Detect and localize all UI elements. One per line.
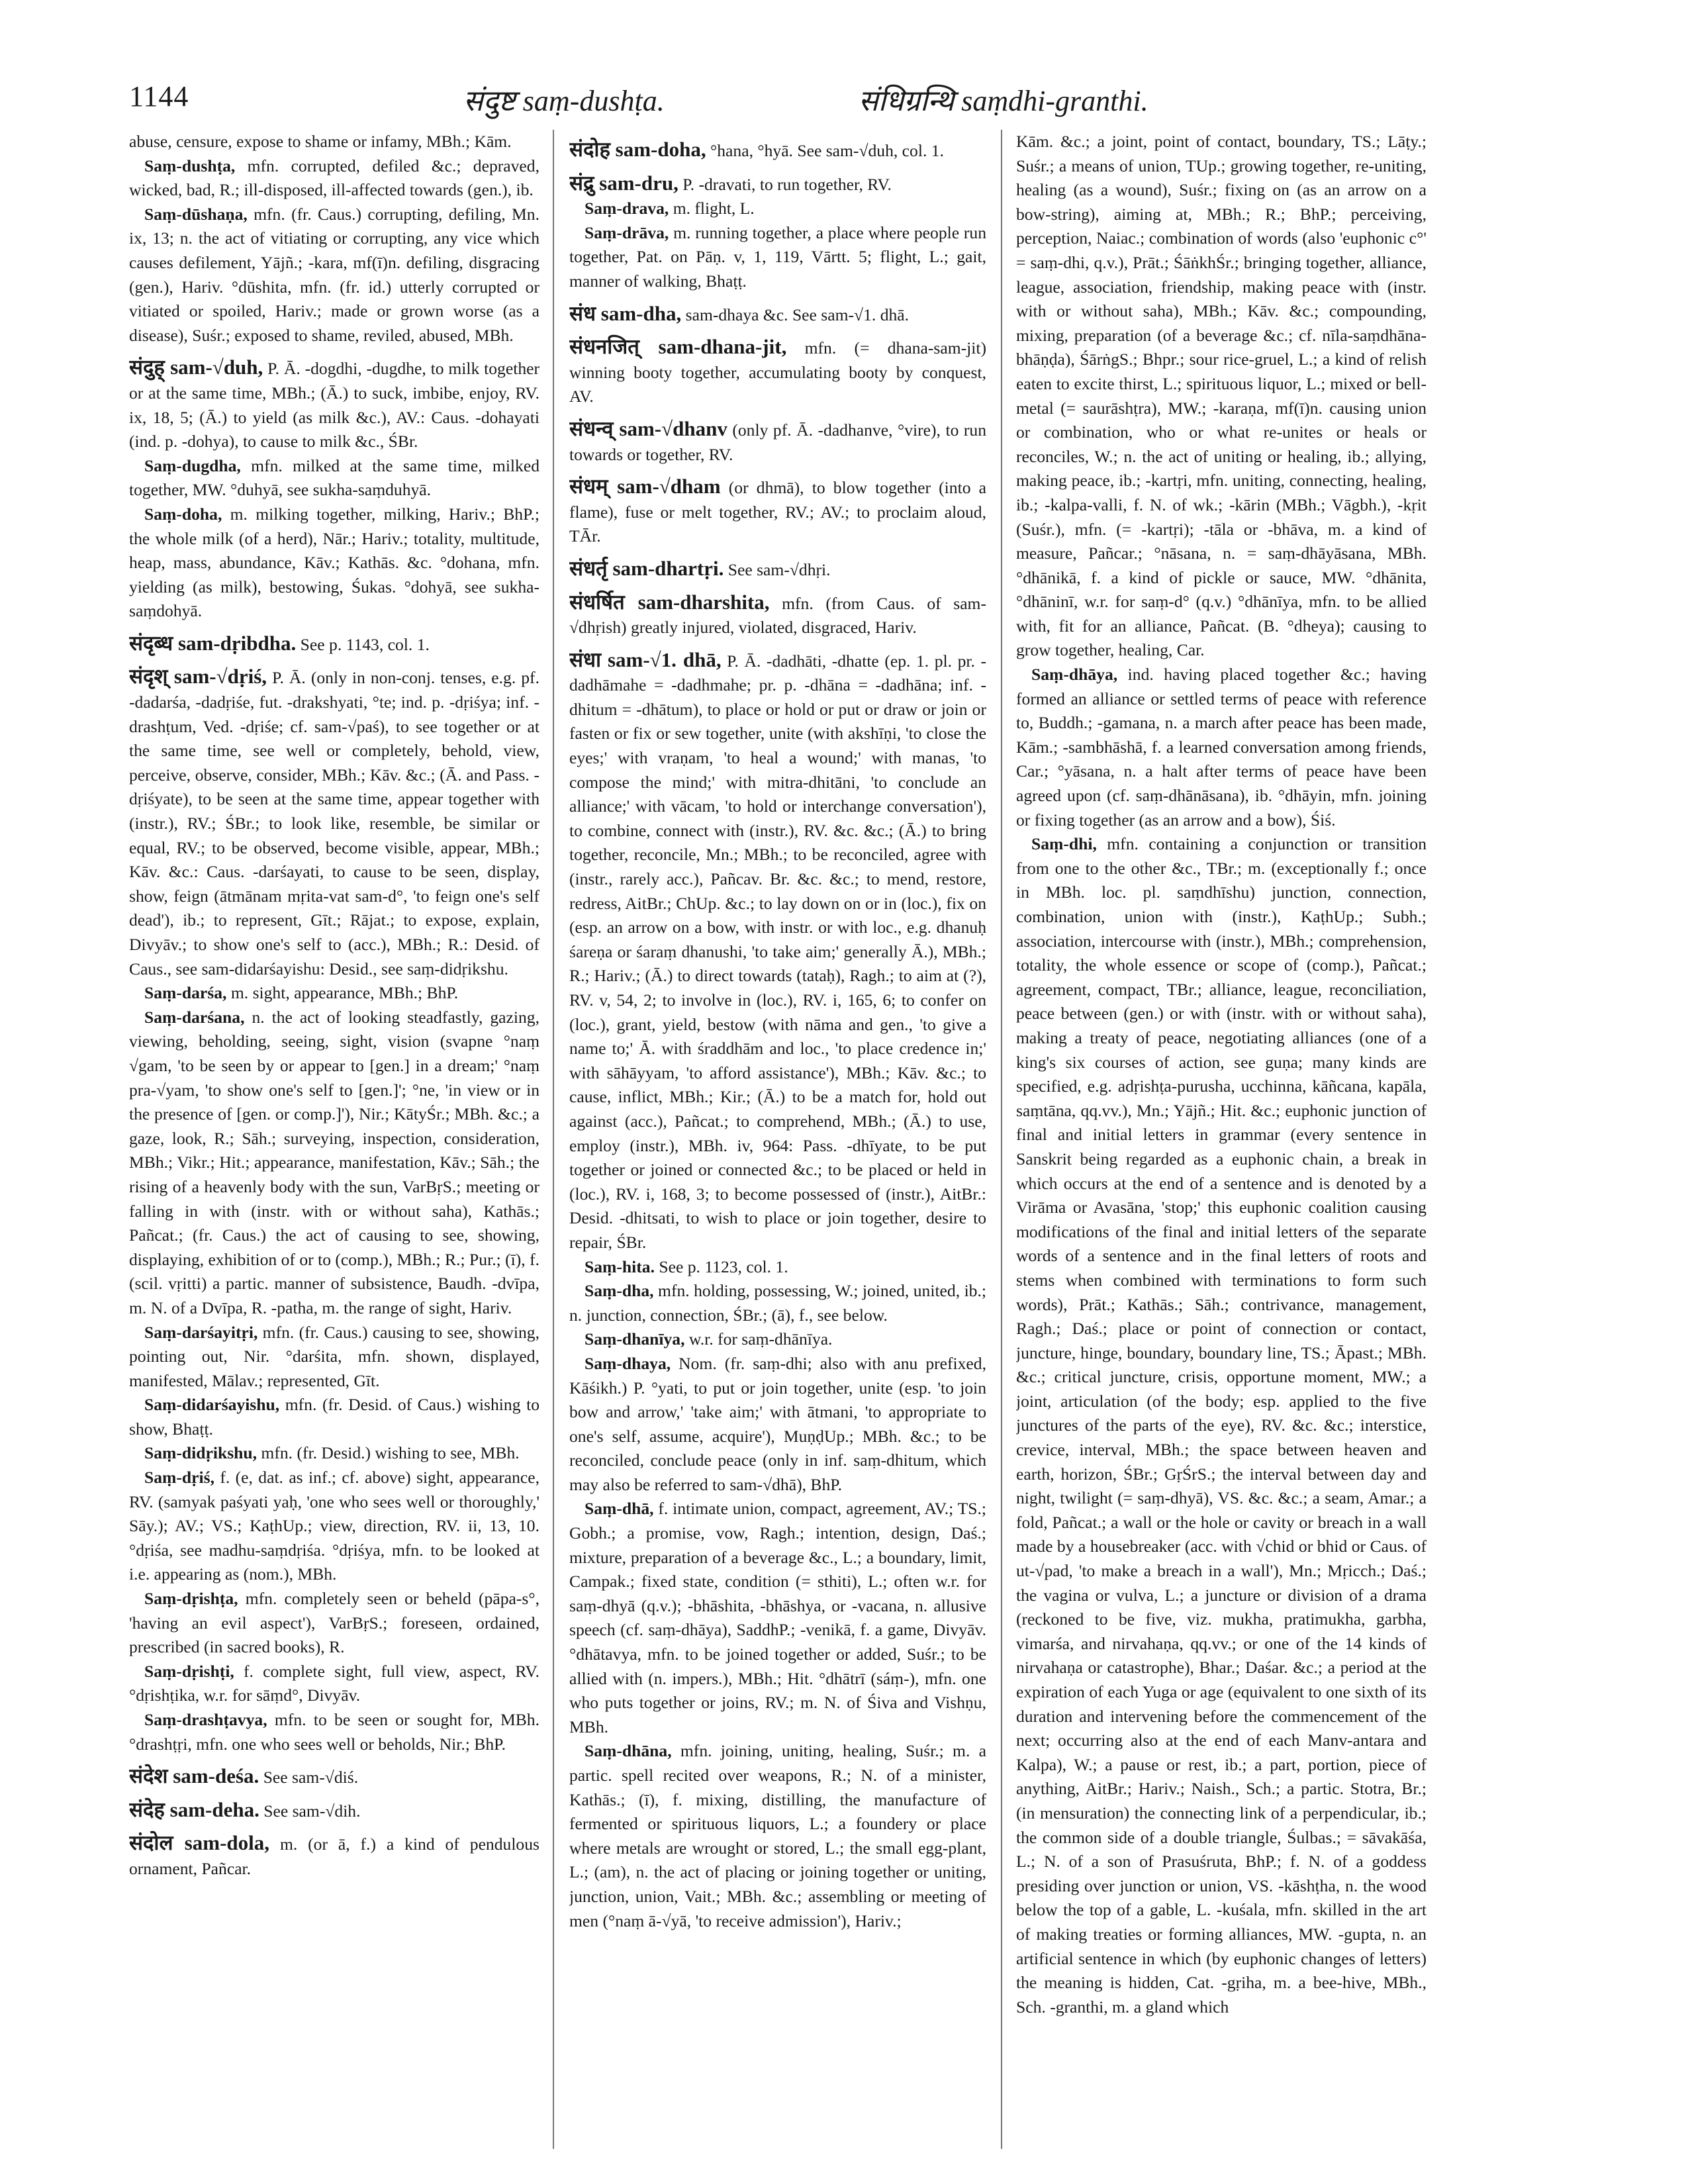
dictionary-entry	[129, 1708, 539, 1756]
entry-text: f. intimate union, compact, agreement, AV.; TS.; Gobh.; a promise, vow, Ragh.; intention, design, Daś.; mixture, preparation of a beverage &c., L.; a boundary, limit, Campak.; fixed state, condition (= sthiti), L.; often w.r. for saṃ-dhyā (q.v.); -bhāshita, -bhāshya, or -vacana, n. allusive speech (cf. saṃ-dhāya), SaddhP.; -venikā, f. a game, Divyāv. °dhātavya, mfn. to be joined together or added, Suśr.; to be allied with (n. impers.), MBh.; Hit. °dhātrī (sáṃ-), mfn. one who puts together or joins, RV.; m. N. of Śiva and Vishṇu, MBh.	[569, 1499, 986, 1736]
dictionary-entry	[129, 981, 539, 1006]
entry-text: °hana, °hyā. See sam-√duh, col. 1.	[710, 141, 944, 160]
dictionary-entry	[569, 557, 986, 583]
dictionary-entry	[569, 221, 986, 294]
entry-headword: Saṃ-dṛishṭi,	[144, 1661, 234, 1681]
dictionary-entry	[569, 1255, 986, 1280]
entry-headword: Saṃ-dhāya,	[1031, 665, 1118, 685]
entry-text: Nom. (fr. saṃ-dhi; also with anu prefixed, Kāśikh.) P. °yati, to put or join together, unite (esp. 'to join bow and arrow,' 'take aim;' with ātmani, 'to appropriate to one's self, assume, acquire'), MuṇḍUp.; MBh. &c.; to be reconciled, conclude peace (only in inf. saṃ-dhitum, which may also be referred to sam-√dhā), BhP.	[569, 1353, 986, 1494]
entry-text: m. running together, a place where people run together, Pat. on Pāṇ. v, 1, 119, Vārtt. 5; flight, L.; gait, manner of walking, Bhaṭṭ.	[569, 222, 986, 291]
dictionary-entry	[129, 1798, 539, 1824]
entry-headword: Saṃ-dhanīya,	[585, 1329, 685, 1349]
dictionary-entry	[569, 475, 986, 549]
column-1	[129, 130, 539, 2156]
dictionary-entry	[129, 1321, 539, 1394]
entry-headword: संध sam-dha,	[569, 301, 682, 325]
entry-text: w.r. for saṃ-dhānīya.	[688, 1329, 833, 1349]
dictionary-entry	[129, 632, 539, 657]
entry-headword: संदुह् sam-√duh,	[129, 356, 263, 379]
entry-text: mfn. (= dhana-sam-jit) winning booty together, accumulating booty by conquest, AV.	[569, 338, 986, 406]
dictionary-entry	[129, 356, 539, 453]
entry-headword: Saṃ-doha,	[144, 504, 222, 524]
entry-text: abuse, censure, expose to shame or infamy, MBh.; Kām.	[129, 132, 512, 151]
entry-headword: Saṃ-dhāna,	[585, 1741, 672, 1761]
entry-text: mfn. joining, uniting, healing, Suśr.; m. a partic. spell recited over weapons, R.; N. of a minister, Kathās.; (ī), f. mixing, distilling, the manufacture of fermented or spirituous liquors, L.; a foundery or place where metals are wrought or stored, L.; the small egg-plant, L.; (am), n. the act of placing or joining together or uniting, junction, union, Vait.; MBh. &c.; assembling or meeting of men (°naṃ ā-√yā, 'to receive admission'), Hariv.;	[569, 1741, 986, 1930]
right-running-head: संधिग्रन्थि saṃdhi-granthi.	[859, 85, 1148, 117]
dictionary-entry	[569, 138, 986, 164]
entry-text: f. complete sight, full view, aspect, RV. °dṛishṭika, w.r. for sāṃd°, Divyāv.	[129, 1661, 539, 1705]
entry-headword: Saṃ-hita.	[585, 1257, 655, 1276]
entry-headword: Saṃ-drāva,	[585, 222, 669, 242]
column-2	[569, 130, 986, 2156]
entry-text: m. flight, L.	[673, 199, 755, 218]
dictionary-entry	[129, 1660, 539, 1708]
dictionary-entry	[129, 154, 539, 203]
entry-text: See sam-√diś.	[263, 1768, 359, 1787]
entry-text: mfn. (fr. Desid. of Caus.) wishing to show, Bhaṭṭ.	[129, 1395, 539, 1439]
entry-text: See p. 1123, col. 1.	[659, 1257, 788, 1276]
entry-headword: संदोह sam-doha,	[569, 138, 706, 161]
dictionary-entry	[569, 1352, 986, 1497]
page-number: 1144	[129, 80, 189, 113]
entry-headword: संधा sam-√1. dhā,	[569, 647, 722, 671]
dictionary-entry	[569, 197, 986, 221]
entry-text: sam-dhaya &c. See sam-√1. dhā.	[685, 305, 910, 324]
dictionary-entry	[129, 454, 539, 502]
dictionary-entry	[129, 1831, 539, 1881]
entry-headword: Saṃ-dhaya,	[585, 1353, 671, 1373]
entry-text: mfn. (fr. Caus.) causing to see, showing, pointing out, Nir. °darśita, mfn. shown, displayed, manifested, Mālav.; represented, Gīt.	[129, 1322, 539, 1390]
entry-headword: संधनजित् sam-dhana-jit,	[569, 335, 787, 359]
dictionary-entry	[129, 1441, 539, 1466]
entry-headword: संदोल sam-dola,	[129, 1831, 270, 1855]
entry-headword: Saṃ-drashṭavya,	[144, 1710, 267, 1729]
entry-headword: संद्रु sam-dru,	[569, 171, 679, 195]
entry-text: mfn. milked at the same time, milked together, MW. °duhyā, see sukha-saṃduhyā.	[129, 455, 539, 500]
dictionary-entry	[129, 1587, 539, 1660]
dictionary-entry	[129, 203, 539, 348]
dictionary-entry	[1016, 832, 1427, 2019]
dictionary-entry	[569, 171, 986, 197]
entry-headword: संदेश sam-deśa.	[129, 1764, 259, 1788]
dictionary-entry	[129, 1393, 539, 1441]
entry-text: mfn. containing a conjunction or transition from one to the other &c., TBr.; m. (exceptionally f.; once in MBh. loc. pl. saṃdhīshu) junction, connection, combination, union with (instr.), KaṭhUp.; Subh.; association, intercourse with (instr.), MBh.; comprehension, totality, the whole essence or scope of (comp.), Pañcat.; agreement, compact, TBr.; alliance, league, reconciliation, peace between (gen.) or with (instr. with or without saha), making a treaty of peace, negotiating alliances (one of a king's six courses of action, see guṇa; many kinds are specified, e.g. adṛishṭa-purusha, ucchinna, kāñcana, kapāla, saṃtāna, qq.vv.), Mn.; Yājñ.; Hit. &c.; euphonic junction of final and initial letters in grammar (every sentence in Sanskrit being regarded as a euphonic chain, a break in which occurs at the end of a sentence and is denoted by a Virāma or Avasāna, 'stop;' this euphonic coalition causing modifications of the final and initial letters of the separate words of a sentence and in the final letters of roots and stems when combined with terminations to form such words), Prāt.; Kathās.; Sāh.; contrivance, management, Ragh.; Daś.; place or point of connection or contact, juncture, hinge, boundary, boundary line, TS.; Āpast.; MBh. &c.; critical juncture, crisis, opportune moment, MW.; a joint, articulation (of the body; esp. applied to the five junctures of the parts of the eye), RV. &c. &c.; interstice, crevice, interval, MBh.; the space between heaven and earth, horizon, ŚBr.; GṛŚrS.; the interval between day and night, twilight (= saṃ-dhyā), VS. &c. &c.; a seam, Amar.; a fold, Pañcat.; a wall or the hole or cavity or breach in a wall made by a housebreaker (acc. with √chid or bhid or Caus. of ut-√pad, 'to make a breach in a wall'), Mn.; Mṛicch.; Daś.; the vagina or vulva, L.; a juncture or division of a drama (reckoned to be five, viz. mukha, pratimukha, garbha, vimarśa, and nirvahaṇa, qq.vv.; or one of the 14 kinds of nirvahaṇa or catastrophe), Bhar.; Daśar. &c.; a period at the expiration of each Yuga or age (equivalent to one sixth of its duration and intervening before the commencement of the next; occurring also at the end of each Manv-antara and Kalpa), W.; a pause or rest, ib.; a part, portion, piece of anything, AitBr.; Hariv.; Naish., Sch.; a partic. Stotra, Br.; (in mensuration) the connecting link of a perpendicular, ib.; the common side of a double triangle, Śulbas.; = sāvakāśa, L.; N. of a son of Prasuśruta, BhP.; f. N. of a goddess presiding over junction or union, VS. -kāshṭha, n. the wood below the top of a gable, L. -kuśala, mfn. skilled in the art of making treaties or forming alliances, MW. -gupta, n. an artificial sentence in which (by euphonic changes of letters) the meaning is hidden, Cat. -gṛiha, m. a bee-hive, MBh., Sch. -granthi, m. a gland which	[1016, 834, 1427, 2017]
dictionary-entry	[569, 648, 986, 1255]
entry-text: mfn. holding, possessing, W.; joined, united, ib.; n. junction, connection, ŚBr.; (ā), f., see below.	[569, 1281, 986, 1325]
entry-headword: Saṃ-didarśayishu,	[144, 1395, 280, 1415]
page-header	[129, 79, 1427, 119]
entry-text: Kām. &c.; a joint, point of contact, boundary, TS.; Lāṭy.; Suśr.; a means of union, TUp.; growing together, re-uniting, healing (as a wound), Suśr.; fixing on (as an arrow on a bow-string), aiming at, MBh.; R.; BhP.; perceiving, perception, Naiac.; combination of words (also 'euphonic c°' = saṃ-dhi, q.v.), Prāt.; ŚāṅkhŚr.; bringing together, alliance, league, association, friendship, making peace with (instr. with or without saha), MBh.; Kāv. &c.; compounding, mixing, preparation (of a beverage &c.; cf. nīla-saṃdhāna-bhāṇḍa), ŚārṅgS.; Bhpr.; sour rice-gruel, L.; a kind of relish eaten to excite thirst, L.; spirituous liquor, L.; mixed or bell-metal (= saurāshṭra), MW.; -karaṇa, mf(ī)n. causing union or combination, who or what re-unites or heals or reconciles, W.; n. the act of uniting or healing, ib.; allying, making peace, ib.; -kartṛi, mfn. uniting, connecting, healing, ib.; -kalpa-valli, f. N. of wk.; -kārin (MBh.; Vāgbh.), -kṛit (Suśr.), mfn. (= -kartṛi); -tāla or -bhāva, m. a kind of measure, Pañcar.; °nāsana, n. = saṃ-dhāyāsana, MBh. °dhānikā, f. a kind of pickle or sauce, MW. °dhānita, °dhāninī, w.r. for saṃ-d° (q.v.) °dhānīya, mfn. to be allied with, fit for an alliance, Pañcat. (B. °dheya); causing to grow together, healing, Car.	[1016, 132, 1427, 660]
entry-text: f. (e, dat. as inf.; cf. above) sight, appearance, RV. (samyak paśyati yaḥ, 'one who sees well or thoroughly,' Sāy.); AV.; VS.; KaṭhUp.; view, direction, RV. ii, 13, 10. °dṛiśa, see madhu-saṃdṛiśa. °dṛiśya, mfn. to be looked at i.e. appearing as (nom.), MBh.	[129, 1468, 539, 1584]
entry-text: (or dhmā), to blow together (into a flame), fuse or melt together, RV.; AV.; to proclaim aloud, TĀr.	[569, 478, 986, 546]
entry-headword: Saṃ-darśana,	[144, 1007, 245, 1027]
dictionary-entry	[129, 1466, 539, 1587]
entry-text: See sam-√dih.	[263, 1801, 361, 1821]
dictionary-entry	[569, 1327, 986, 1352]
entry-text: mfn. (fr. Desid.) wishing to see, MBh.	[261, 1443, 520, 1463]
entry-text: mfn. (from Caus. of sam-√dhṛish) greatly injured, violated, disgraced, Hariv.	[569, 593, 986, 638]
dictionary-entry	[569, 335, 986, 409]
entry-headword: Saṃ-darśayitṛi,	[144, 1322, 258, 1342]
left-running-head: संदुष्ट saṃ-dushṭa.	[463, 85, 665, 117]
dictionary-entry	[129, 665, 539, 981]
entry-text: P. -dravati, to run together, RV.	[682, 174, 892, 194]
entry-text: m. (or ā, f.) a kind of pendulous ornament, Pañcar.	[129, 1834, 539, 1878]
entry-headword: Saṃ-dhā,	[585, 1499, 654, 1519]
columns	[129, 130, 1427, 2156]
entry-text: mfn. completely seen or beheld (pāpa-s°, 'having an evil aspect'), VarBṛS.; foreseen, ordained, prescribed (in sacred books), R.	[129, 1589, 539, 1657]
entry-headword: संधर्तृ sam-dhartṛi.	[569, 556, 724, 580]
dictionary-entry	[1016, 130, 1427, 663]
entry-text: m. sight, appearance, MBh.; BhP.	[230, 983, 459, 1003]
entry-text: n. the act of looking steadfastly, gazing, viewing, beholding, seeing, sight, vision (svapne °naṃ √gam, 'to be seen by or appear to [gen.] in a dream;' °naṃ pra-√yam, 'to show one's self to [gen.]'; °ne, 'in view or in the presence of [gen. or comp.]'), Nir.; KātyŚr.; MBh. &c.; a gaze, look, R.; Sāh.; surveying, inspection, consideration, MBh.; Vikr.; Hit.; appearance, manifestation, Kāv.; Sāh.; the rising of a heavenly body with the sun, VarBṛS.; meeting or falling in with (instr. with or without saha), Kathās.; Pañcat.; (fr. Caus.) the act of causing to see, showing, displaying, exhibition of or to (comp.), MBh.; R.; Pur.; (ī), f. (scil. vṛitti) a partic. manner of subsistence, Baudh. -dvīpa, m. N. of a Dvīpa, R. -patha, m. the range of sight, Hariv.	[129, 1007, 539, 1317]
entry-headword: Saṃ-dhi,	[1031, 834, 1097, 854]
entry-text: P. Ā. -dogdhi, -dugdhe, to milk together or at the same time, MBh.; (Ā.) to suck, imbibe, enjoy, RV. ix, 18, 5; (Ā.) to yield (as milk &c.), AV.: Caus. -dohayati (ind. p. -dohya), to cause to milk &c., ŚBr.	[129, 359, 539, 451]
dictionary-entry	[129, 130, 539, 154]
dictionary-entry	[569, 302, 986, 328]
entry-headword: Saṃ-drava,	[585, 199, 669, 218]
entry-text: ind. having placed together &c.; having formed an alliance or settled terms of peace with reference to, Buddh.; -gamana, n. a march after peace has been made, Kām.; -sambhāshā, f. a learned conversation among friends, Car.; °yāsana, n. a halt after terms of peace have been agreed upon (cf. saṃ-dhānāsana), ib. °dhāyin, mfn. joining or fixing together (as an arrow and a bow), Śiś.	[1016, 665, 1427, 830]
entry-headword: Saṃ-darśa,	[144, 983, 227, 1003]
entry-headword: संदृश् sam-√dṛiś,	[129, 665, 267, 688]
entry-text: See p. 1143, col. 1.	[300, 634, 430, 654]
dictionary-entry	[1016, 663, 1427, 832]
entry-text: mfn. (fr. Caus.) corrupting, defiling, Mn. ix, 13; n. the act of vitiating or corrupting, any vice which causes defilement, Yājñ.; -kara, mf(ī)n. defiling, disgracing (gen.), Hariv. °dūshita, mfn. (fr. id.) utterly corrupted or vitiated or spoiled, Hariv.; made or grown worse (as a disease), Suśr.; exposed to shame, reviled, abused, MBh.	[129, 204, 539, 345]
entry-headword: संधन्व् sam-√dhanv	[569, 416, 727, 440]
entry-text: (only pf. Ā. -dadhanve, °vire), to run towards or together, RV.	[569, 420, 986, 464]
entry-headword: संधम् sam-√dham	[569, 475, 721, 499]
dictionary-entry	[569, 1739, 986, 1933]
entry-headword: संदेह sam-deha.	[129, 1797, 259, 1821]
entry-headword: संधर्षित sam-dharshita,	[569, 590, 770, 614]
dictionary-entry	[569, 417, 986, 467]
entry-text: See sam-√dhṛi.	[727, 559, 831, 579]
dictionary-entry	[569, 1497, 986, 1739]
entry-headword: Saṃ-dūshaṇa,	[144, 204, 248, 224]
entry-headword: Saṃ-dṛiś,	[144, 1468, 214, 1488]
entry-headword: Saṃ-dṛishṭa,	[144, 1589, 238, 1609]
entry-text: mfn. to be seen or sought for, MBh. °drashṭṛi, mfn. one who sees well or beholds, Nir.; BhP.	[129, 1710, 539, 1754]
entry-text: P. Ā. -dadhāti, -dhatte (ep. 1. pl. pr. -dadhāmahe = -dadhmahe; pr. p. -dhāna = -dadhāna; inf. -dhitum = -dhātum), to place or hold or put or draw or join or fasten or fix or sew together, unite (with akshīṇi, 'to close the eyes;' with vraṇam, 'to heal a wound;' with manas, 'to compose the mind;' with mitra-dhitāni, 'to conclude an alliance;' with vācam, 'to hold or interchange conversation'), to combine, connect with (instr.), RV. &c. &c.; (Ā.) to bring together, reconcile, Mn.; MBh.; to be reconciled, agree with (instr., rarely acc.), Pañcav. Br. &c. &c.; to mend, restore, redress, AitBr.; ChUp. &c.; to lay down on or in (loc.), fix on (esp. an arrow on a bow, with instr. or with loc., e.g. dhanuḥ śareṇa or śaraṃ dhanushi, 'to take aim;' generally Ā.), MBh.; R.; Hariv.; (Ā.) to direct towards (tataḥ), Ragh.; to aim at (?), RV. v, 54, 2; to involve in (loc.), RV. i, 165, 6; to confer on (loc.), grant, yield, bestow (with nāma and gen., 'to give a name to;' Ā. with śraddhām and loc., 'to place credence in;' with sāhāyyam, 'to afford assistance'), MBh.; Kāv. &c.; to cause, inflict, MBh.; Kir.; (Ā.) to be a match for, hold out against (acc.), Pañcat.; to comprehend, MBh.; (Ā.) to use, employ (instr.), MBh. iv, 964: Pass. -dhīyate, to be put together or joined or connected &c.; to be placed or held in (loc.), RV. i, 168, 3; to become possessed of (instr.), AitBr.: Desid. -dhitsati, to wish to place or join together, desire to repair, ŚBr.	[569, 651, 986, 1252]
entry-text: m. milking together, milking, Hariv.; BhP.; the whole milk (of a herd), Nār.; Hariv.; totality, multitude, heap, mass, abundance, Kāv.; Kathās. &c. °dohana, mfn. yielding (as milk), bestowing, Śukas. °dohyā, see sukha-saṃdohyā.	[129, 504, 539, 621]
column-3	[1016, 130, 1427, 2156]
dictionary-entry	[129, 502, 539, 624]
entry-headword: Saṃ-dugdha,	[144, 455, 241, 475]
dictionary-entry	[569, 591, 986, 640]
entry-headword: Saṃ-dushṭa,	[144, 156, 236, 175]
entry-headword: Saṃ-dha,	[585, 1281, 654, 1301]
entry-headword: संदृब्ध sam-dṛibdha.	[129, 631, 297, 655]
entry-headword: Saṃ-didṛikshu,	[144, 1443, 258, 1463]
entry-text: mfn. corrupted, defiled &c.; depraved, wicked, bad, R.; ill-disposed, ill-affected towards (gen.), ib.	[129, 156, 539, 200]
entry-text: P. Ā. (only in non-conj. tenses, e.g. pf. -dadarśa, -dadṛiśe, fut. -drakshyati, °te; ind. p. -dṛiśya; inf. -drashṭum, Ved. -dṛiśe; cf. sam-√paś), to see together or at the same time, see well or completely, behold, view, perceive, observe, consider, MBh.; Kāv. &c.; (Ā. and Pass. -dṛiśyate), to be seen at the same time, appear together with (instr.), RV.; ŚBr.; to look like, resemble, be similar or equal, RV.; to be observed, become visible, appear, MBh.; Kāv. &c.: Caus. -darśayati, to cause to be seen, display, show, feign (ātmānam mṛita-vat sam-d°, 'to feign one's self dead'), ib.; to represent, Gīt.; Rājat.; to expose, explain, Divyāv.; to show one's self to (acc.), MBh.; R.: Desid. of Caus., see sam-didarśayishu: Desid., see saṃ-didṛikshu.	[129, 668, 539, 978]
dictionary-entry	[129, 1764, 539, 1790]
dictionary-entry	[569, 1279, 986, 1327]
dictionary-entry	[129, 1006, 539, 1321]
